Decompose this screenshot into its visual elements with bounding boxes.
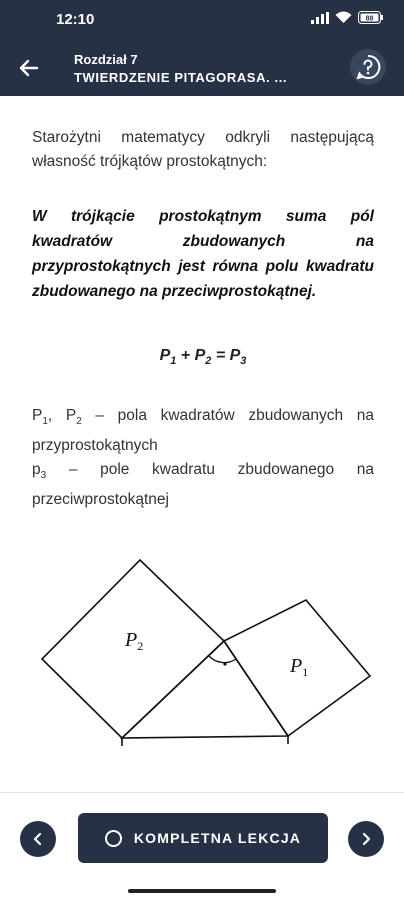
def1-b: P: [65, 407, 77, 424]
back-button[interactable]: [16, 55, 42, 81]
right-angle-arc: [209, 656, 236, 663]
formula-p1: P: [159, 347, 171, 364]
def2-a-sub: 3: [40, 470, 47, 482]
formula-p1-sub: 1: [170, 355, 177, 368]
definition-legs: [32, 404, 374, 458]
lesson-content: [32, 126, 374, 509]
chevron-right-icon: [359, 832, 373, 846]
right-angle-dot: [223, 662, 226, 665]
label-p2-main: P: [125, 629, 138, 651]
previous-button[interactable]: [20, 821, 56, 857]
theorem-text: W trójkącie prostokątnym suma pól kwadratów zbudowanych na przyprostokątnych jest równa polu kwadratu zbudowanego na przeciwprostokątnej.: [32, 208, 374, 300]
definitions: [32, 404, 374, 512]
label-p1-sub: 1: [302, 665, 309, 679]
formula-equals: =: [211, 347, 230, 364]
status-bar: [0, 0, 404, 38]
def1-a-sub: 1: [42, 416, 48, 428]
pythagoras-diagram: [0, 530, 404, 760]
label-p2-sub: 2: [137, 639, 144, 653]
triangle-hypotenuse: [122, 641, 288, 738]
chapter-label: Rozdział 7: [74, 52, 138, 67]
def2-text: – pole kwadratu zbudowanego na przeciwprostokątnej: [32, 461, 374, 509]
complete-lesson-button[interactable]: [78, 813, 328, 863]
status-icons: [311, 11, 384, 24]
def2-a: p: [32, 461, 41, 479]
formula-p2-sub: 2: [205, 355, 212, 368]
lesson-title: TWIERDZENIE PITAGORASA. ...: [74, 70, 288, 85]
formula-p2: P: [194, 347, 206, 364]
next-button[interactable]: [348, 821, 384, 857]
definition-hypotenuse: [32, 458, 374, 512]
def1-b-sub: 2: [76, 416, 82, 428]
bottom-bar: [0, 792, 404, 901]
label-p2: [124, 629, 143, 653]
arrow-left-icon: [16, 55, 42, 81]
formula-p3-sub: 3: [240, 355, 247, 368]
intro-text: Starożytni matematycy odkryli następującą własność trójkątów prostokątnych:: [32, 129, 374, 170]
signal-icon: [311, 12, 329, 24]
formula-plus: +: [176, 347, 195, 364]
label-p1-main: P: [290, 655, 303, 677]
def1-text: – pola kwadratów zbudowanych na przyprostokątnych: [32, 407, 374, 455]
formula-p3: P: [229, 347, 241, 364]
home-indicator[interactable]: [128, 889, 276, 893]
complete-lesson-label: KOMPLETNA LEKCJA: [133, 830, 302, 846]
app-bar: [0, 38, 404, 96]
question-mark-icon: [355, 54, 381, 80]
battery-icon: [358, 11, 384, 24]
wifi-icon: [335, 11, 352, 24]
def1-sep: ,: [47, 407, 66, 424]
battery-level: 88: [365, 15, 374, 23]
label-p1: [289, 655, 308, 679]
circle-icon: [105, 830, 122, 847]
pythagoras-formula: [32, 344, 374, 373]
chevron-left-icon: [31, 832, 45, 846]
help-button[interactable]: [350, 49, 386, 85]
status-time: 12:10: [56, 11, 95, 28]
def1-a: P: [32, 407, 43, 424]
